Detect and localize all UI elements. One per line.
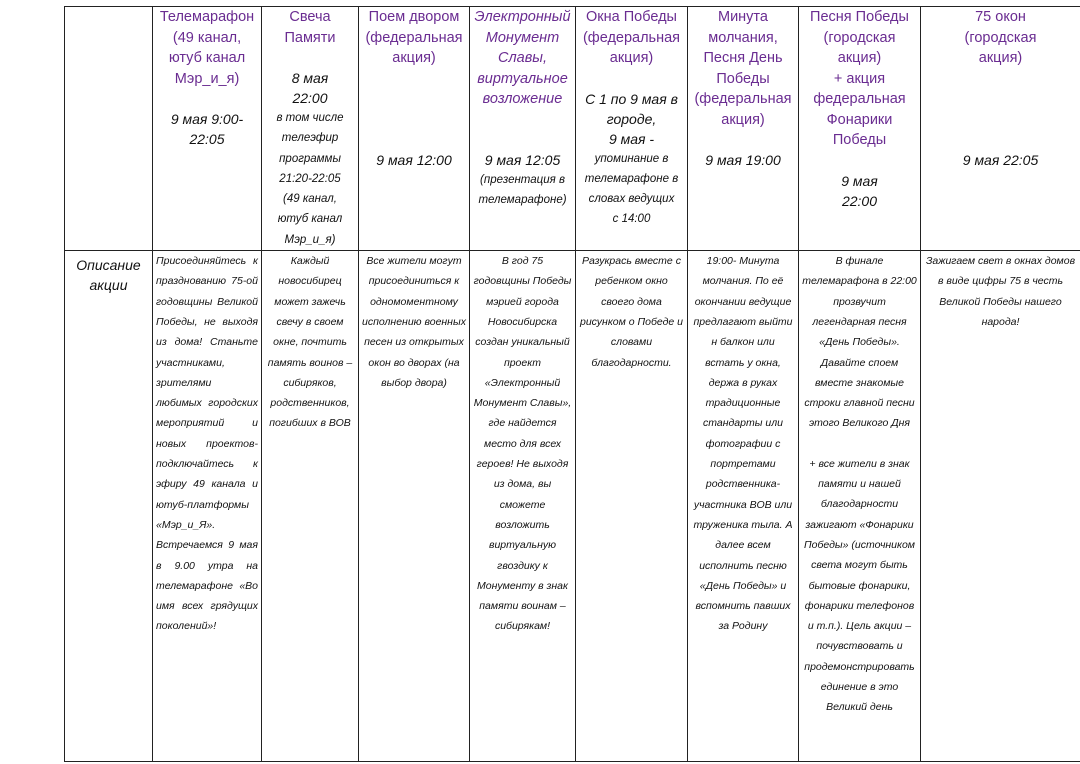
event-title-line: ютуб канал [168, 50, 246, 66]
event-title-line: Мэр_и_я) [174, 70, 240, 87]
event-description: Зажигаем свет в окнах домов в виде цифры 75 в честь Великой Победы нашего народа! [925, 255, 1076, 328]
event-description-cell [153, 251, 262, 762]
event-description-cell [688, 251, 799, 762]
event-description: 19:00- Минута молчания. По её окончании ведущие предлагают выйти н балкон или встать у окна, держа в руках традиционные стандарты или фотографии с портретами родственника- участника ВОВ или труженика тыла. А далее всем исполнить песню «День Победы» и вспомнить павших за Родину [693, 255, 793, 633]
event-title-line: Минута [718, 9, 768, 25]
event-title-line: Телемарафон [159, 9, 255, 25]
event-description-extra: + все жители в знак памяти и нашей благодарности зажигают «Фонарики Победы» (источником света могут быть бытовые фонарики, фонарики телефонов и т.п.). Цель акции – почувствовать и продемонстрировать единение в это Великий день [804, 457, 915, 714]
event-title-line: Памяти [284, 29, 336, 46]
event-time-line: 9 мая 22:05 [962, 152, 1039, 168]
event-title-line: (городская [964, 29, 1037, 46]
event-time-note-line: ютуб канал [277, 213, 343, 226]
event-header [924, 7, 1077, 170]
event-time-note-line: программы [279, 152, 341, 165]
event-header [362, 7, 466, 170]
event-title-line: + акция [833, 70, 886, 87]
event-description: Все жители могут присоединиться к одномоментному исполнению военных песен из открытых окон во дворах (на выбор двора) [362, 255, 466, 389]
event-title-line: Песня День [703, 50, 783, 66]
event-time-note-line: в том числе [276, 112, 344, 124]
event-header [265, 7, 355, 250]
event-time-note-line: Мэр_и_я) [284, 233, 336, 246]
event-title-line: Славы, [498, 50, 547, 66]
event-time-note-line: (49 канал, [283, 193, 337, 206]
event-time-note-line: 21:20-22:05 [279, 172, 341, 185]
event-description: Присоединяйтесь к празднованию 75-ой годовщины Великой Победы, не выходя из дома! Станьте участниками, зрителями любимых городских мероприятий и новых проектов- подключайтесь к эфиру 49 канала и ютуб-платформы «Мэр_и_Я». Встречаемся 9 мая в 9.00 утра на телемарафоне «Во имя всех грядущих поколений»! [156, 255, 258, 633]
events-table [64, 6, 1080, 762]
event-title-line: Фонарики [826, 111, 893, 128]
event-description-cell [799, 251, 921, 762]
event-time-line: 8 мая [291, 70, 329, 86]
event-time-note-line: с 14:00 [612, 213, 651, 226]
header-row [65, 7, 1080, 251]
event-header [473, 7, 572, 211]
event-time-line: 9 мая 19:00 [705, 152, 781, 168]
event-header-cell [688, 7, 799, 251]
event-description: Разукрась вместе с ребенком окно своего дома рисунком о Победе и словами благодарности. [580, 255, 683, 369]
event-title-line: Электронный [474, 9, 571, 25]
event-time-line: 9 мая 12:05 [484, 152, 561, 168]
event-description: В финале телемарафона в 22:00 прозвучит легендарная песня «День Победы». Давайте споем вместе знакомые строки главной песни этого Великого Дня [802, 255, 917, 430]
event-title-line: (49 канал, [172, 29, 242, 46]
event-title-line: (федеральная [694, 91, 792, 107]
event-time-note-line: телемарафоне в [584, 172, 679, 185]
event-time-note-line: телеэфир [281, 132, 339, 145]
event-title-line: акция) [837, 50, 882, 66]
event-header [691, 7, 795, 170]
event-title-line: возложение [482, 91, 563, 107]
event-time-line: 9 мая [841, 172, 878, 189]
event-time-line: 22:00 [841, 192, 878, 209]
corner-cell [65, 7, 153, 251]
event-title-line: Монумент [485, 29, 560, 46]
event-time-note-line: (презентация в [480, 174, 565, 186]
event-title-line: акция) [609, 50, 654, 66]
event-time-note-line: телемарафоне) [478, 194, 567, 207]
row-label: Описание акции [76, 257, 141, 294]
event-time-line: 9 мая 12:00 [376, 152, 452, 168]
event-description-cell [576, 251, 688, 762]
event-header-cell [470, 7, 576, 251]
event-time-note-line: упоминание в [594, 152, 669, 165]
event-title-line: акция) [721, 111, 765, 128]
event-title-line: виртуальное [477, 70, 568, 87]
event-title-line: (федеральная [582, 29, 681, 46]
event-header-cell [799, 7, 921, 251]
event-description-cell [470, 251, 576, 762]
event-title-line: Песня Победы [810, 9, 909, 25]
event-title-line: Свеча [289, 9, 331, 25]
event-title-line: молчания, [708, 29, 778, 46]
event-time-line: 9 мая - [608, 130, 655, 147]
event-description-cell [359, 251, 470, 762]
event-header-cell [576, 7, 688, 251]
event-time-line: городе, [606, 110, 657, 127]
event-title-line: акция) [978, 50, 1023, 66]
event-title-line: (федеральная [365, 29, 463, 46]
event-time-note-line: словах ведущих [588, 193, 675, 206]
event-description-cell [921, 251, 1080, 762]
event-header [156, 7, 258, 149]
row-label-cell [65, 251, 153, 762]
event-time-line: 22:00 [292, 90, 328, 106]
event-time-line: С 1 по 9 мая в [585, 90, 678, 107]
event-title-line: федеральная [813, 91, 906, 107]
event-title-line: акция) [392, 50, 436, 66]
event-time-line: 22:05 [189, 131, 225, 147]
event-title-line: (городская [823, 29, 896, 46]
event-header-cell [921, 7, 1080, 251]
description-row [65, 251, 1080, 762]
event-description: В год 75 годовщины Победы мэрией города Новосибирска создан уникальный проект «Электронный Монумент Славы», где найдется место для всех героев! Не выходя из дома, вы сможете возложить виртуальную гвоздику к Монументу в знак памяти воинам – сибирякам! [473, 255, 572, 633]
event-description-cell [262, 251, 359, 762]
event-title-line: Поем двором [368, 9, 460, 25]
event-time-line: 9 мая 9:00- [170, 111, 244, 127]
event-header-cell [153, 7, 262, 251]
event-header [802, 7, 917, 211]
event-header [579, 7, 684, 230]
event-description: Каждый новосибирец может зажечь свечу в своем окне, почтить память воинов –сибиряков, родственников, погибших в ВОВ [267, 255, 353, 430]
event-title-line: Победы [716, 70, 770, 87]
event-title-line: Окна Победы [586, 9, 677, 25]
event-header-cell [262, 7, 359, 251]
event-title-line: Победы [832, 132, 887, 148]
event-title-line: 75 окон [975, 9, 1026, 25]
event-header-cell [359, 7, 470, 251]
